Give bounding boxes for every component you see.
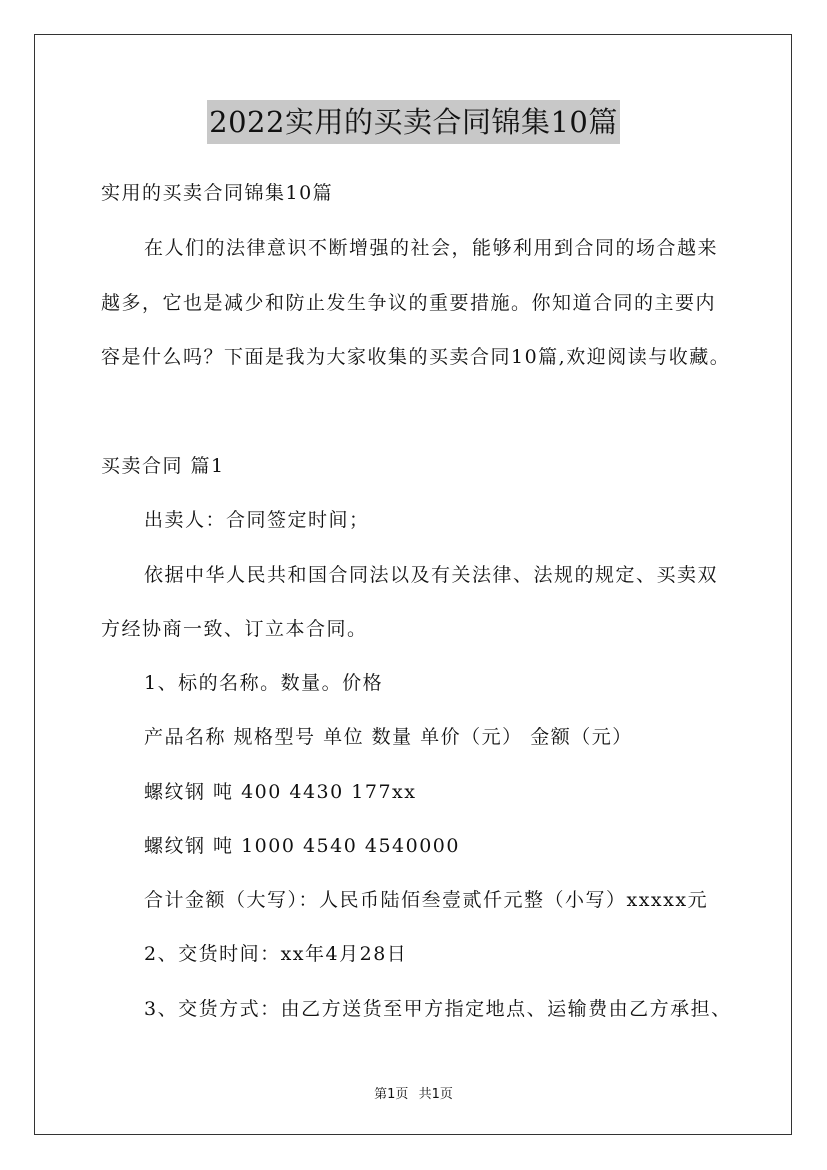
body-line-agreement: 方经协商一致、订立本合同。 xyxy=(101,618,368,640)
page-number: 第1页 xyxy=(374,1087,409,1102)
product-table-header: 产品名称 规格型号 单位 数量 单价（元） 金额（元） xyxy=(144,726,633,748)
body-line-basis: 依据中华人民共和国合同法以及有关法律、法规的规定、买卖双 xyxy=(144,564,719,586)
intro-line-3: 容是什么吗？下面是我为大家收集的买卖合同10篇,欢迎阅读与收藏。 xyxy=(101,346,731,368)
clause-3-delivery-method: 3、交货方式：由乙方送货至甲方指定地点、运输费由乙方承担、 xyxy=(144,998,732,1020)
clause-1-heading: 1、标的名称。数量。价格 xyxy=(144,672,384,694)
body-line-seller: 出卖人：合同签定时间； xyxy=(144,509,370,531)
document-subtitle: 实用的买卖合同锦集10篇 xyxy=(101,182,334,204)
clause-2-delivery-time: 2、交货时间：xx年4月28日 xyxy=(144,943,408,965)
page-footer xyxy=(0,1083,827,1102)
intro-line-2: 越多，它也是减少和防止发生争议的重要措施。你知道合同的主要内 xyxy=(101,292,717,314)
product-row-2: 螺纹钢 吨 1000 4540 4540000 xyxy=(144,835,460,857)
product-row-1: 螺纹钢 吨 400 4430 177xx xyxy=(144,781,417,803)
title-wrap xyxy=(0,100,827,144)
total-amount-line: 合计金额（大写）：人民币陆佰叁壹贰仟元整（小写）xxxxx元 xyxy=(144,889,709,911)
page-total: 共1页 xyxy=(418,1087,453,1102)
document-title: 2022实用的买卖合同锦集10篇 xyxy=(207,100,620,144)
section-heading: 买卖合同 篇1 xyxy=(101,455,225,477)
intro-line-1: 在人们的法律意识不断增强的社会，能够利用到合同的场合越来 xyxy=(144,237,719,259)
